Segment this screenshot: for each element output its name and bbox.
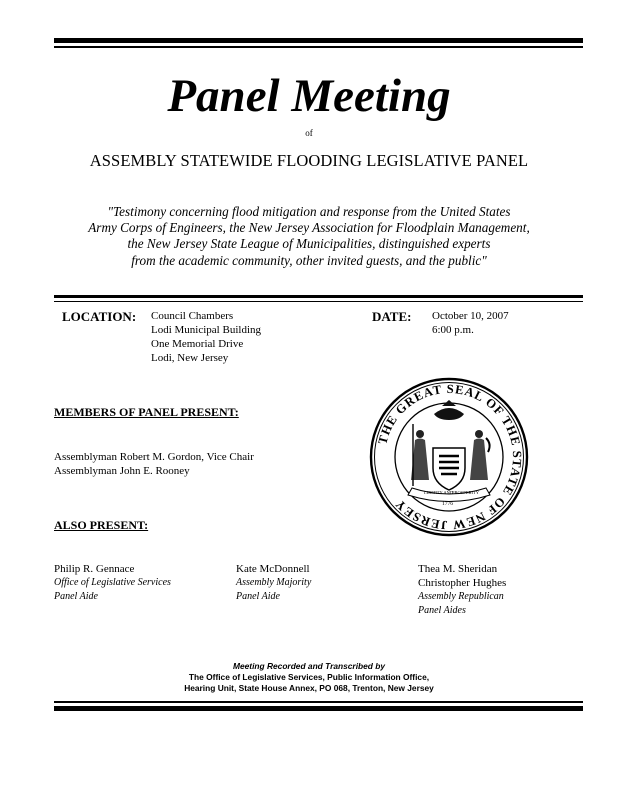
state-seal [368,376,530,538]
attendee-role: Office of Legislative Services [54,577,171,588]
seal-ring-text: THE GREAT SEAL OF THE STATE OF NEW JERSEY [375,381,525,533]
transcription-credit [0,661,618,694]
attendee-column [54,562,171,604]
seal-year: 1776 [442,501,453,507]
mid-rule-thick [54,295,583,298]
location-line: Lodi, New Jersey [151,352,229,364]
attendee-name: Thea M. Sheridan [418,563,498,575]
members-list [54,450,254,478]
location-label: LOCATION: [62,309,137,324]
location-line: Council Chambers [151,310,234,322]
subject-line: Army Corps of Engineers, the New Jersey Association for Floodplain Management, [88,220,530,236]
attendee-role: Assembly Republican [418,591,504,602]
member-name: Assemblyman Robert M. Gordon, Vice Chair [54,451,254,463]
subject-quote [0,204,618,269]
page-title: Panel Meeting [167,70,451,122]
seal-ribbon-right: PROSPERITY [452,490,480,495]
member-name: Assemblyman John E. Rooney [54,465,190,477]
credit-line: Hearing Unit, State House Annex, PO 068, Trenton, New Jersey [184,683,434,693]
attendee-role: Assembly Majority [236,577,312,588]
date-line: October 10, 2007 [432,310,509,322]
members-heading: MEMBERS OF PANEL PRESENT: [54,405,239,419]
top-rule-thick [54,38,583,43]
date-line: 6:00 p.m. [432,324,474,336]
credit-line: The Office of Legislative Services, Public Information Office, [188,672,430,682]
also-present-heading: ALSO PRESENT: [54,518,149,532]
subject-line: "Testimony concerning flood mitigation and response from the United States [107,204,511,219]
attendee-column [236,562,311,604]
attendee-role: Panel Aides [418,605,466,616]
bottom-rule-thick [54,706,583,711]
location-line: Lodi Municipal Building [151,324,261,336]
date-block [432,309,509,337]
attendee-name: Christopher Hughes [418,577,507,589]
attendee-name: Philip R. Gennace [54,563,135,575]
credit-lead: Meeting Recorded and Transcribed by [232,661,386,671]
attendee-role: Panel Aide [236,591,280,602]
of-label: of [305,128,313,138]
attendee-name: Kate McDonnell [236,563,310,575]
seal-ribbon-left: LIBERTY AND [424,490,454,495]
location-block [151,309,261,365]
bottom-rule-thin [54,701,583,703]
top-rule-thin [54,46,583,48]
attendee-role: Panel Aide [54,591,98,602]
location-line: One Memorial Drive [151,338,244,350]
subject-line: from the academic community, other invited guests, and the public" [131,252,487,268]
subject-line: the New Jersey State League of Municipalities, distinguished experts [127,236,491,252]
panel-name: ASSEMBLY STATEWIDE FLOODING LEGISLATIVE PANEL [89,151,529,170]
date-label: DATE: [372,309,412,324]
mid-rule-thin [54,301,583,302]
attendee-column [418,562,506,618]
